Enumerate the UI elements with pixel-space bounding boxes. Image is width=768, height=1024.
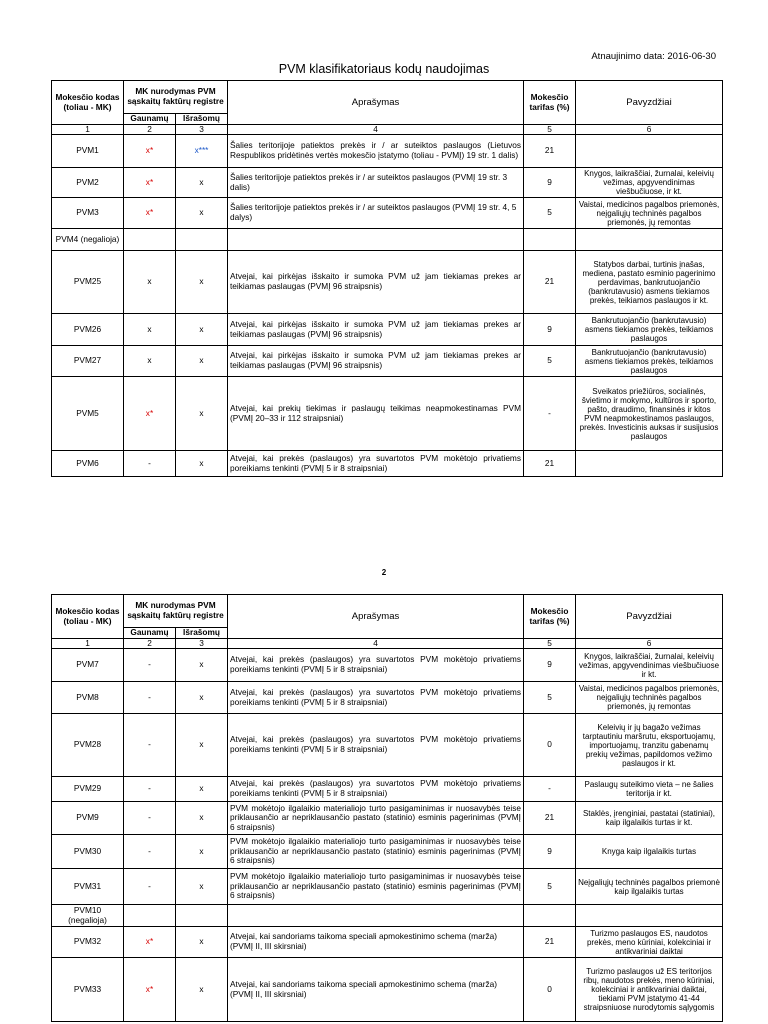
rate-cell: 0 xyxy=(524,958,576,1022)
col-number: 5 xyxy=(524,639,576,649)
classifier-table-2 xyxy=(51,594,723,1022)
description-cell: Atvejai, kai prekės (paslaugos) yra suvartotos PVM mokėtojo privatiems poreikiams tenkinti (PVMĮ 5 ir 8 straipsniai) xyxy=(228,682,524,714)
received-cell: x* xyxy=(124,927,176,958)
rate-cell: 21 xyxy=(524,251,576,314)
issued-cell: x xyxy=(176,835,228,869)
rate-cell xyxy=(524,229,576,251)
header-rate: Mokesčio tarifas (%) xyxy=(524,595,576,639)
description-cell: Atvejai, kai prekės (paslaugos) yra suvartotos PVM mokėtojo privatiems poreikiams tenkinti (PVMĮ 5 ir 8 straipsniai) xyxy=(228,777,524,802)
examples-cell: Sveikatos priežiūros, socialinės, švietimo ir mokymo, kultūros ir sporto, pašto, draudimo, finansinės ir kitos PVM neapmokestinamos paslaugos, prekės. Investicinis auksas ir susijusios paslaugos xyxy=(576,377,723,451)
table-row xyxy=(52,135,723,168)
code-cell: PVM9 xyxy=(52,802,124,835)
header-description: Aprašymas xyxy=(228,81,524,125)
col-number: 2 xyxy=(124,125,176,135)
code-cell: PVM30 xyxy=(52,835,124,869)
classifier-table-1 xyxy=(51,80,723,477)
description-cell: Atvejai, kai pirkėjas išskaito ir sumoka PVM už jam tiekiamas prekes ar teikiamas paslaugas (PVMĮ 96 straipsnis) xyxy=(228,251,524,314)
rate-cell: 21 xyxy=(524,802,576,835)
table-row xyxy=(52,251,723,314)
table-row xyxy=(52,377,723,451)
table-row xyxy=(52,649,723,682)
received-cell: x xyxy=(124,346,176,377)
examples-cell xyxy=(576,229,723,251)
issued-cell xyxy=(176,229,228,251)
header-issued: Išrašomų xyxy=(176,628,228,639)
table-row xyxy=(52,714,723,777)
description-cell: Atvejai, kai pirkėjas išskaito ir sumoka PVM už jam tiekiamas prekes ar teikiamas paslaugas (PVMĮ 96 straipsnis) xyxy=(228,314,524,346)
received-cell: - xyxy=(124,682,176,714)
examples-cell: Vaistai, medicinos pagalbos priemonės, neįgaliųjų techninės pagalbos priemonės, jų remontas xyxy=(576,198,723,229)
issued-cell: x xyxy=(176,682,228,714)
code-cell: PVM29 xyxy=(52,777,124,802)
code-cell: PVM27 xyxy=(52,346,124,377)
table-row xyxy=(52,958,723,1022)
rate-cell: 5 xyxy=(524,682,576,714)
issued-cell: x xyxy=(176,869,228,905)
update-date: Atnaujinimo data: 2016-06-30 xyxy=(591,51,716,62)
code-cell: PVM3 xyxy=(52,198,124,229)
examples-cell xyxy=(576,905,723,927)
issued-cell: x xyxy=(176,649,228,682)
examples-cell: Bankrutuojančio (bankrutavusio) asmens tiekiamos prekės, teikiamos paslaugos xyxy=(576,314,723,346)
col-number: 5 xyxy=(524,125,576,135)
description-cell: Atvejai, kai prekių tiekimas ir paslaugų teikimas neapmokestinamas PVM (PVMĮ 20–33 ir 112 straipsniai) xyxy=(228,377,524,451)
received-cell: x xyxy=(124,251,176,314)
issued-cell: x xyxy=(176,802,228,835)
received-cell xyxy=(124,905,176,927)
received-cell: x xyxy=(124,314,176,346)
received-cell: - xyxy=(124,802,176,835)
examples-cell: Paslaugų suteikimo vieta – ne šalies teritorija ir kt. xyxy=(576,777,723,802)
examples-cell xyxy=(576,451,723,477)
issued-cell: x xyxy=(176,346,228,377)
code-cell: PVM8 xyxy=(52,682,124,714)
description-cell xyxy=(228,905,524,927)
code-cell: PVM33 xyxy=(52,958,124,1022)
code-cell: PVM1 xyxy=(52,135,124,168)
code-cell: PVM5 xyxy=(52,377,124,451)
issued-cell xyxy=(176,905,228,927)
header-mk: MK nurodymas PVM sąskaitų faktūrų registre xyxy=(124,595,228,628)
code-cell: PVM28 xyxy=(52,714,124,777)
examples-cell: Statybos darbai, turtinis įnašas, mediena, pastato esminio pagerinimo perdavimas, bankrutuojančio (bankrutavusio) asmens tiekiamos prekės, teikiamos paslaugos ir kt. xyxy=(576,251,723,314)
table-row xyxy=(52,346,723,377)
rate-cell: 9 xyxy=(524,168,576,198)
table-row xyxy=(52,314,723,346)
received-cell xyxy=(124,229,176,251)
issued-cell: x xyxy=(176,314,228,346)
rate-cell: 21 xyxy=(524,451,576,477)
header-examples: Pavyzdžiai xyxy=(576,595,723,639)
description-cell: Atvejai, kai prekės (paslaugos) yra suvartotos PVM mokėtojo privatiems poreikiams tenkinti (PVMĮ 5 ir 8 straipsniai) xyxy=(228,451,524,477)
table-row xyxy=(52,682,723,714)
description-cell: Atvejai, kai prekės (paslaugos) yra suvartotos PVM mokėtojo privatiems poreikiams tenkinti (PVMĮ 5 ir 8 straipsniai) xyxy=(228,649,524,682)
page-number: 2 xyxy=(381,568,387,577)
examples-cell: Knygos, laikraščiai, žurnalai, keleivių vežimas, apgyvendinimas viešbučiuose, ir kt. xyxy=(576,168,723,198)
table-row xyxy=(52,835,723,869)
examples-cell: Neįgaliųjų techninės pagalbos priemonė kaip ilgalaikis turtas xyxy=(576,869,723,905)
table-row xyxy=(52,168,723,198)
rate-cell: 5 xyxy=(524,198,576,229)
table-row xyxy=(52,229,723,251)
examples-cell: Turizmo paslaugos už ES teritorijos ribų, naudotos prekės, meno kūriniai, kolekciniai ir antikvariniai daiktai, tiekiami PVM įstatymo 41-44 straipsniuose nurodytomis sąlygomis xyxy=(576,958,723,1022)
description-cell: Šalies teritorijoje patiektos prekės ir / ar suteiktos paslaugos (PVMĮ 19 str. 4, 5 dalys) xyxy=(228,198,524,229)
examples-cell: Vaistai, medicinos pagalbos priemonės, neįgaliųjų techninės pagalbos priemonės, jų remontas xyxy=(576,682,723,714)
header-examples: Pavyzdžiai xyxy=(576,81,723,125)
col-number: 4 xyxy=(228,639,524,649)
rate-cell: 9 xyxy=(524,835,576,869)
issued-cell: x xyxy=(176,377,228,451)
examples-cell: Knygos, laikraščiai, žurnalai, keleivių vežimas, apgyvendinimas viešbučiuose ir kt. xyxy=(576,649,723,682)
page-title: PVM klasifikatoriaus kodų naudojimas xyxy=(278,62,490,76)
header-code: Mokesčio kodas (toliau - MK) xyxy=(52,81,124,125)
received-cell: - xyxy=(124,835,176,869)
table-row xyxy=(52,777,723,802)
header-issued: Išrašomų xyxy=(176,114,228,125)
rate-cell: 5 xyxy=(524,346,576,377)
description-cell: Šalies teritorijoje patiektos prekės ir / ar suteiktos paslaugos (Lietuvos Respublikos pridėtinės vertės mokesčio įstatymo (toliau - PVMĮ) 19 str. 1 dalis) xyxy=(228,135,524,168)
col-number: 3 xyxy=(176,639,228,649)
rate-cell: 21 xyxy=(524,927,576,958)
issued-cell: x xyxy=(176,927,228,958)
issued-cell: x xyxy=(176,251,228,314)
description-cell: Atvejai, kai sandoriams taikoma speciali apmokestinimo schema (marža) (PVMĮ II, III skirsniai) xyxy=(228,927,524,958)
received-cell: x* xyxy=(124,377,176,451)
description-cell: PVM mokėtojo ilgalaikio materialiojo turto pasigaminimas ir nuosavybės teise priklausančio ar nepriklausančio pastato (statinio) esminis pagerinimas (PVMĮ 6 straipsnis) xyxy=(228,802,524,835)
issued-cell: x*** xyxy=(176,135,228,168)
header-mk: MK nurodymas PVM sąskaitų faktūrų registre xyxy=(124,81,228,114)
code-cell: PVM2 xyxy=(52,168,124,198)
code-cell: PVM26 xyxy=(52,314,124,346)
col-number: 1 xyxy=(52,639,124,649)
received-cell: x* xyxy=(124,198,176,229)
table-row xyxy=(52,802,723,835)
code-cell: PVM32 xyxy=(52,927,124,958)
examples-cell: Knyga kaip ilgalaikis turtas xyxy=(576,835,723,869)
col-number: 2 xyxy=(124,639,176,649)
rate-cell: - xyxy=(524,777,576,802)
rate-cell: 0 xyxy=(524,714,576,777)
issued-cell: x xyxy=(176,958,228,1022)
header-received: Gaunamų xyxy=(124,114,176,125)
received-cell: x* xyxy=(124,135,176,168)
rate-cell: 5 xyxy=(524,869,576,905)
examples-cell: Staklės, įrenginiai, pastatai (statiniai), kaip ilgalaikis turtas ir kt. xyxy=(576,802,723,835)
col-number: 6 xyxy=(576,639,723,649)
description-cell: Šalies teritorijoje patiektos prekės ir / ar suteiktos paslaugos (PVMĮ 19 str. 3 dalis) xyxy=(228,168,524,198)
col-number: 1 xyxy=(52,125,124,135)
issued-cell: x xyxy=(176,714,228,777)
code-cell: PVM10 (negalioja) xyxy=(52,905,124,927)
header-description: Aprašymas xyxy=(228,595,524,639)
examples-cell xyxy=(576,135,723,168)
table-row xyxy=(52,198,723,229)
code-cell: PVM6 xyxy=(52,451,124,477)
code-cell: PVM25 xyxy=(52,251,124,314)
description-cell: Atvejai, kai prekės (paslaugos) yra suvartotos PVM mokėtojo privatiems poreikiams tenkinti (PVMĮ 5 ir 8 straipsniai) xyxy=(228,714,524,777)
received-cell: - xyxy=(124,649,176,682)
header-code: Mokesčio kodas (toliau - MK) xyxy=(52,595,124,639)
code-cell: PVM4 (negalioja) xyxy=(52,229,124,251)
examples-cell: Bankrutuojančio (bankrutavusio) asmens tiekiamos prekės, teikiamos paslaugos xyxy=(576,346,723,377)
header-rate: Mokesčio tarifas (%) xyxy=(524,81,576,125)
description-cell: Atvejai, kai pirkėjas išskaito ir sumoka PVM už jam tiekiamas prekes ar teikiamas paslaugas (PVMĮ 96 straipsnis) xyxy=(228,346,524,377)
rate-cell xyxy=(524,905,576,927)
received-cell: - xyxy=(124,777,176,802)
description-cell xyxy=(228,229,524,251)
description-cell: PVM mokėtojo ilgalaikio materialiojo turto pasigaminimas ir nuosavybės teise priklausančio ar nepriklausančio pastato (statinio) esminis pagerinimas (PVMĮ 6 straipsnis) xyxy=(228,869,524,905)
rate-cell: 9 xyxy=(524,649,576,682)
examples-cell: Turizmo paslaugos ES, naudotos prekės, meno kūriniai, kolekciniai ir antikvariniai daiktai xyxy=(576,927,723,958)
received-cell: - xyxy=(124,869,176,905)
col-number: 3 xyxy=(176,125,228,135)
examples-cell: Keleivių ir jų bagažo vežimas tarptautiniu maršrutu, eksportuojamų, importuojamų, tranzitu gabenamų prekių vežimas, papildomos vežimo paslaugos ir kt. xyxy=(576,714,723,777)
issued-cell: x xyxy=(176,198,228,229)
issued-cell: x xyxy=(176,451,228,477)
table-row xyxy=(52,905,723,927)
code-cell: PVM7 xyxy=(52,649,124,682)
table-row xyxy=(52,869,723,905)
rate-cell: - xyxy=(524,377,576,451)
description-cell: PVM mokėtojo ilgalaikio materialiojo turto pasigaminimas ir nuosavybės teise priklausančio ar nepriklausančio pastato (statinio) esminis pagerinimas (PVMĮ 6 straipsnis) xyxy=(228,835,524,869)
col-number: 6 xyxy=(576,125,723,135)
col-number: 4 xyxy=(228,125,524,135)
issued-cell: x xyxy=(176,777,228,802)
received-cell: - xyxy=(124,714,176,777)
received-cell: x* xyxy=(124,958,176,1022)
description-cell: Atvejai, kai sandoriams taikoma speciali apmokestinimo schema (marža) (PVMĮ II, III skirsniai) xyxy=(228,958,524,1022)
code-cell: PVM31 xyxy=(52,869,124,905)
table-row xyxy=(52,451,723,477)
rate-cell: 21 xyxy=(524,135,576,168)
header-received: Gaunamų xyxy=(124,628,176,639)
issued-cell: x xyxy=(176,168,228,198)
rate-cell: 9 xyxy=(524,314,576,346)
table-row xyxy=(52,927,723,958)
received-cell: x* xyxy=(124,168,176,198)
received-cell: - xyxy=(124,451,176,477)
